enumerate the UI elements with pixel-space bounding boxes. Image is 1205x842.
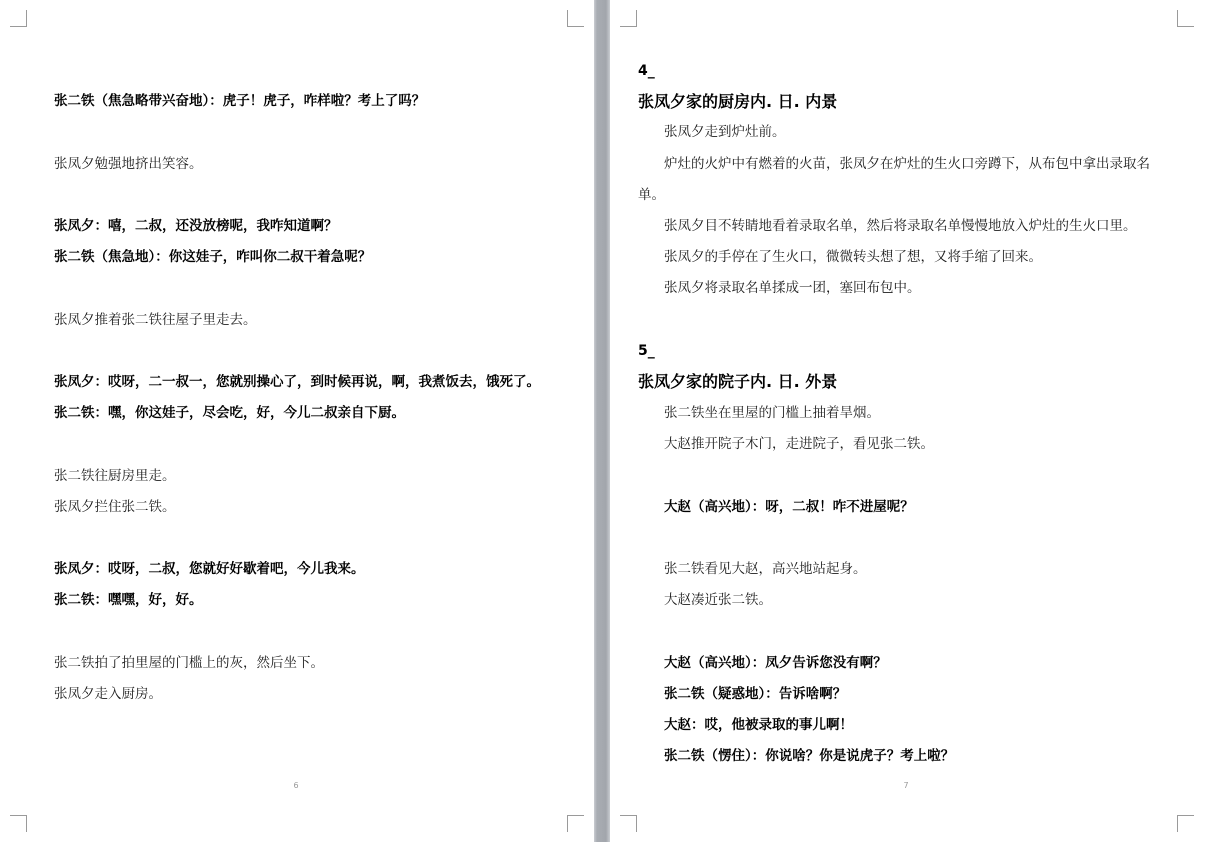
dialogue-line: 张凤夕：哎呀，二叔，您就好好歇着吧，今儿我来。 — [54, 561, 365, 577]
dialogue-line: 大赵（高兴地）：呀，二叔！咋不进屋呢？ — [664, 499, 914, 515]
corner-mark-top-left — [10, 10, 27, 27]
corner-mark-top-right — [567, 10, 584, 27]
action-line: 张凤夕推着张二铁往屋子里走去。 — [54, 312, 257, 328]
dialogue-line: 张二铁：嘿嘿，好，好。 — [54, 592, 203, 608]
scene-number: 4_ — [638, 63, 655, 79]
action-line: 张二铁看见大赵，高兴地站起身。 — [664, 561, 867, 577]
scene-heading: 张凤夕家的院子内. 日. 外景 — [638, 372, 838, 391]
left-page — [0, 0, 594, 842]
dialogue-line: 张凤夕：哎呀，二一叔一，您就别操心了，到时候再说，啊，我煮饭去，饿死了。 — [54, 374, 540, 390]
action-line: 张凤夕将录取名单揉成一团，塞回布包中。 — [664, 280, 921, 296]
action-line: 张凤夕勉强地挤出笑容。 — [54, 156, 203, 172]
corner-mark-top-right — [1177, 10, 1194, 27]
dialogue-line: 大赵：哎，他被录取的事儿啊！ — [664, 717, 853, 733]
action-line: 大赵凑近张二铁。 — [664, 592, 772, 608]
action-line: 张凤夕走入厨房。 — [54, 686, 162, 702]
corner-mark-bottom-left — [620, 815, 637, 832]
action-line: 张二铁坐在里屋的门槛上抽着旱烟。 — [664, 405, 880, 421]
corner-mark-bottom-right — [1177, 815, 1194, 832]
right-page — [610, 0, 1205, 842]
page-gutter — [594, 0, 610, 842]
action-line: 大赵推开院子木门，走进院子，看见张二铁。 — [664, 436, 934, 452]
scene-heading: 张凤夕家的厨房内. 日. 内景 — [638, 92, 838, 111]
dialogue-line: 张凤夕：嘻，二叔，还没放榜呢，我咋知道啊？ — [54, 218, 338, 234]
page-number: 7 — [903, 781, 909, 790]
dialogue-line: 张二铁（愣住）：你说啥？你是说虎子？考上啦？ — [664, 748, 955, 764]
page-number: 6 — [293, 781, 299, 790]
corner-mark-bottom-left — [10, 815, 27, 832]
action-line: 炉灶的火炉中有燃着的火苗，张凤夕在炉灶的生火口旁蹲下，从布包中拿出录取名 — [664, 156, 1150, 172]
action-line: 张二铁往厨房里走。 — [54, 468, 176, 484]
action-line: 张凤夕走到炉灶前。 — [664, 124, 786, 140]
action-line: 张凤夕目不转睛地看着录取名单，然后将录取名单慢慢地放入炉灶的生火口里。 — [664, 218, 1137, 234]
corner-mark-bottom-right — [567, 815, 584, 832]
dialogue-line: 张二铁（焦急略带兴奋地）：虎子！虎子，咋样啦？考上了吗？ — [54, 93, 426, 109]
dialogue-line: 张二铁（疑惑地）：告诉啥啊？ — [664, 686, 847, 702]
dialogue-line: 大赵（高兴地）：凤夕告诉您没有啊？ — [664, 655, 887, 671]
action-line: 张凤夕的手停在了生火口，微微转头想了想，又将手缩了回来。 — [664, 249, 1042, 265]
action-line: 单。 — [638, 187, 665, 203]
dialogue-line: 张二铁（焦急地）：你这娃子，咋叫你二叔干着急呢？ — [54, 249, 372, 265]
action-line: 张凤夕拦住张二铁。 — [54, 499, 176, 515]
action-line: 张二铁拍了拍里屋的门槛上的灰，然后坐下。 — [54, 655, 324, 671]
scene-number: 5_ — [638, 343, 655, 359]
corner-mark-top-left — [620, 10, 637, 27]
dialogue-line: 张二铁：嘿，你这娃子，尽会吃，好，今儿二叔亲自下厨。 — [54, 405, 405, 421]
